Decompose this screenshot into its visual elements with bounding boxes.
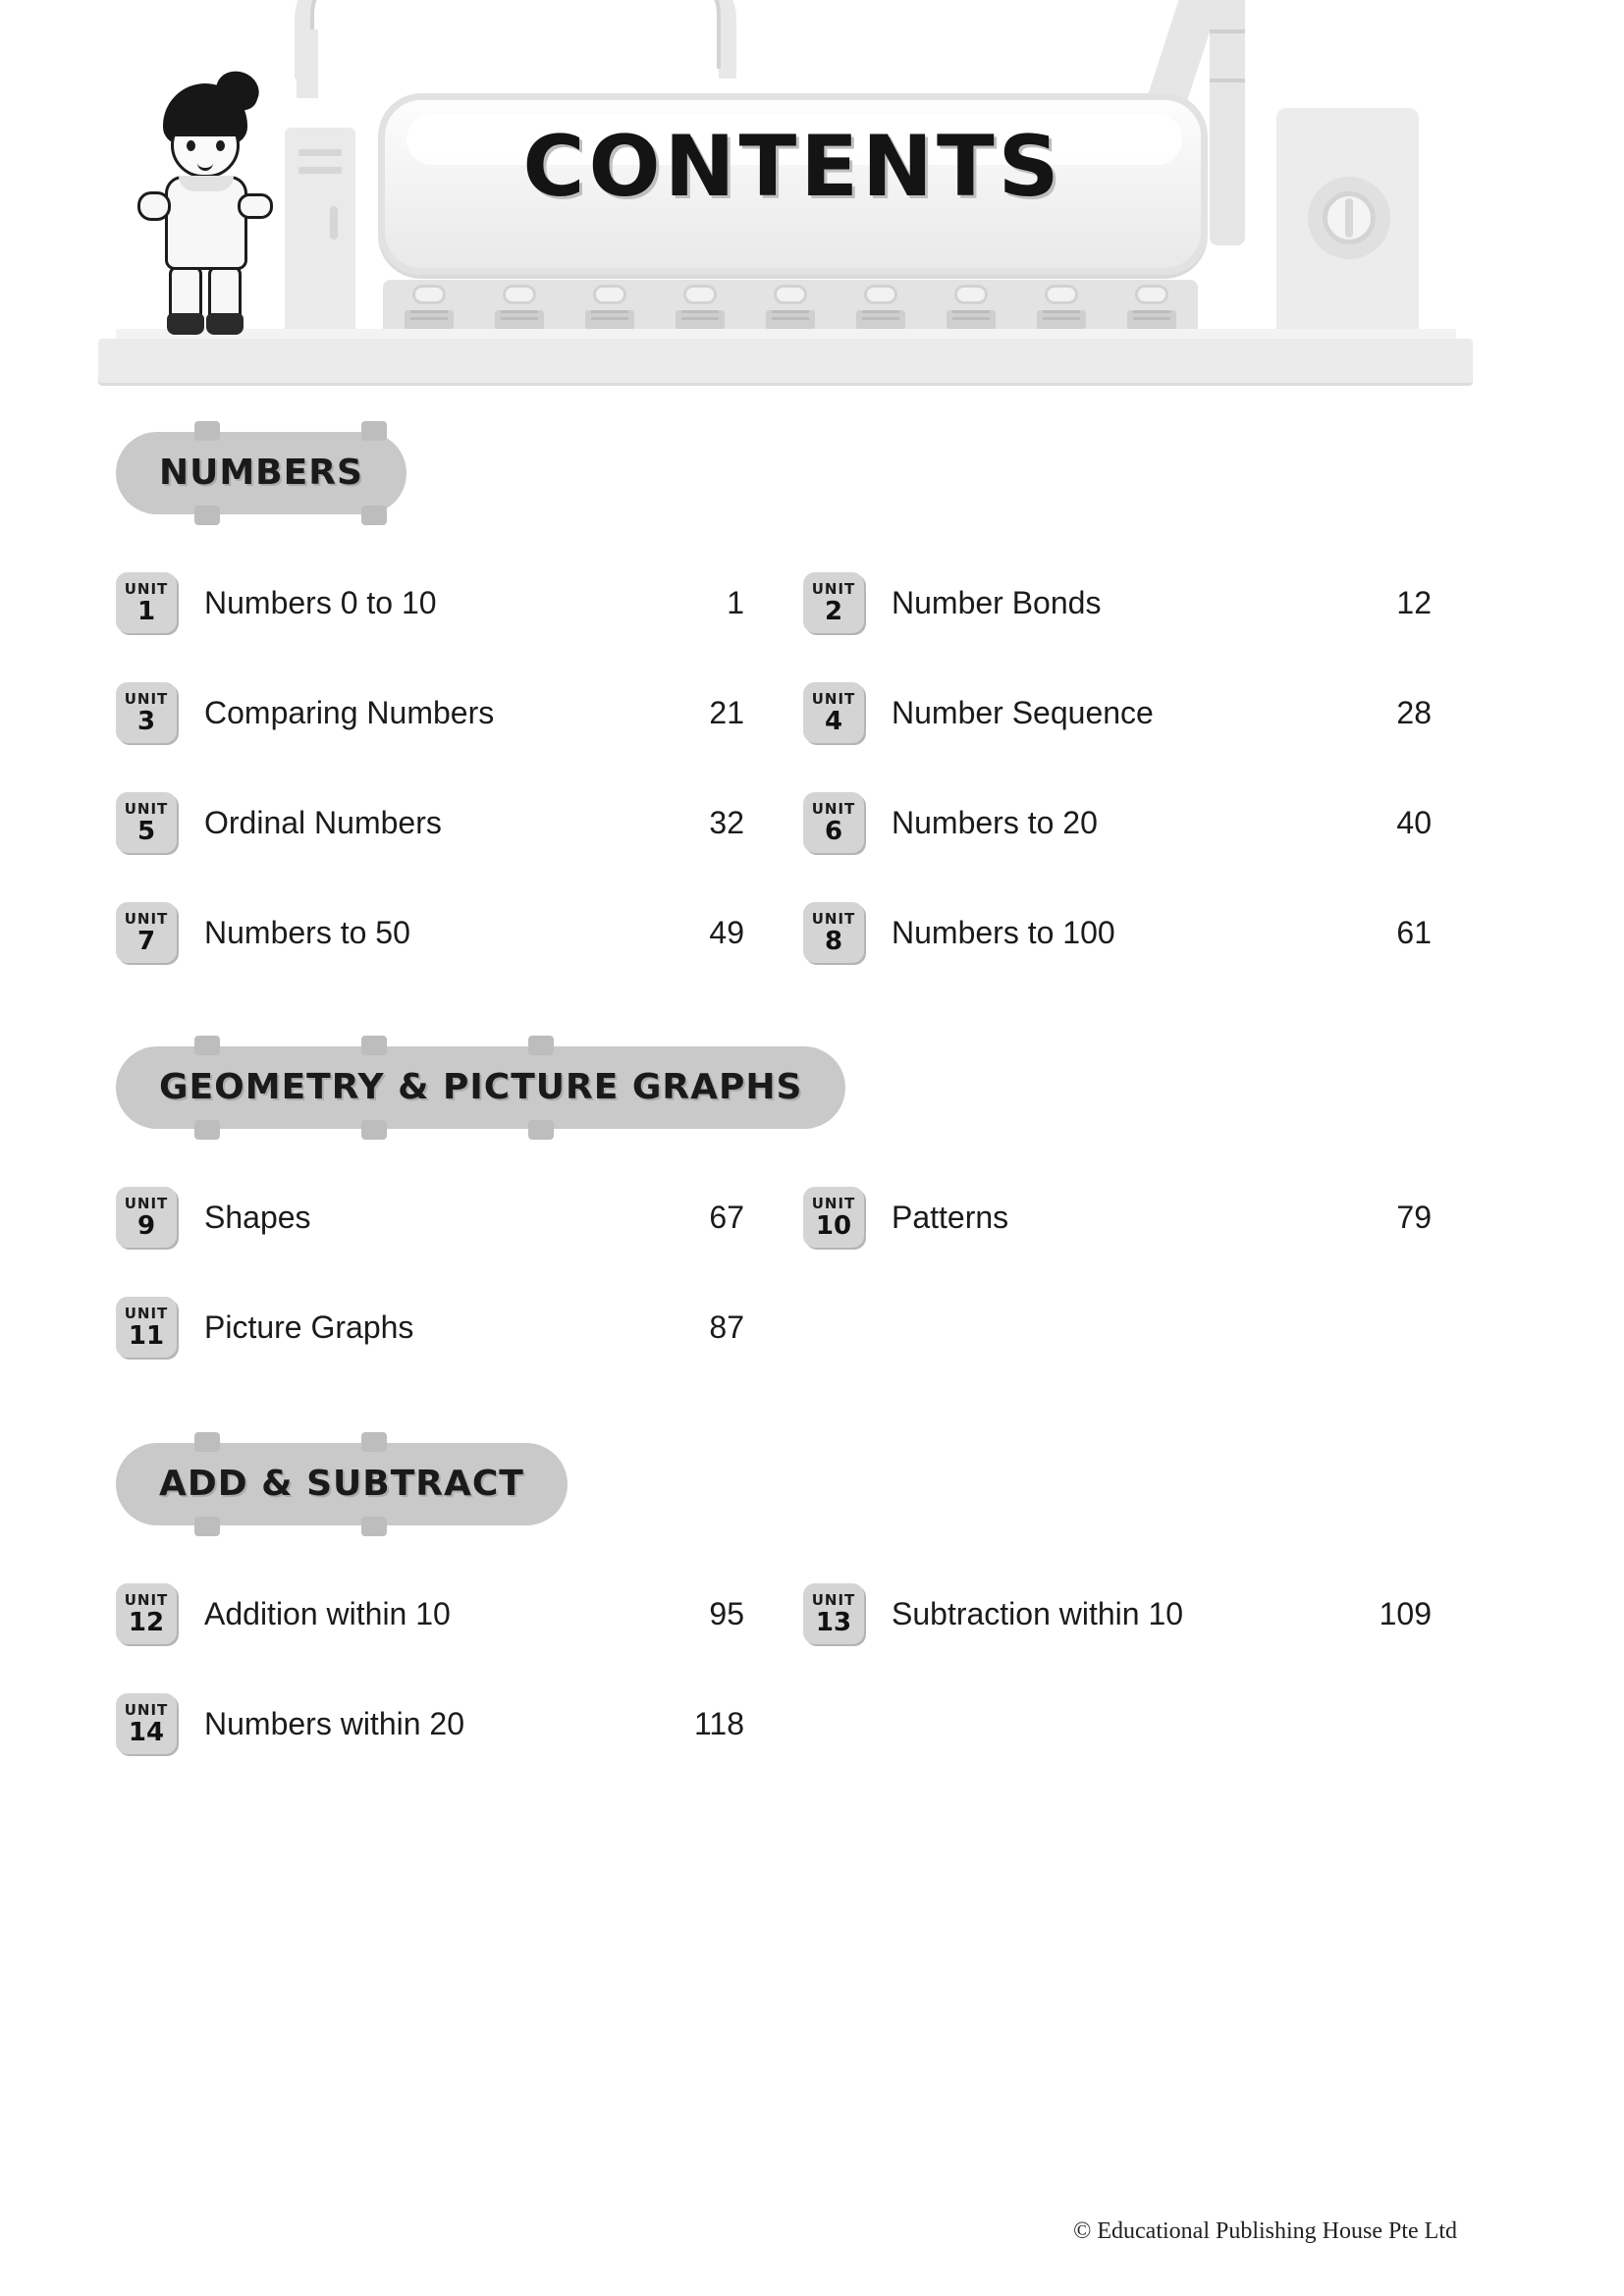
toc-entry-page: 32 [709,804,744,840]
unit-word: UNIT [811,579,856,598]
unit-word: UNIT [124,909,169,928]
list-item[interactable] [803,548,1490,658]
section-numbers-header [116,432,1624,514]
list-item[interactable] [803,1559,1490,1669]
toc-entry-page: 21 [709,694,744,730]
unit-badge [116,1187,177,1248]
toc-list-geometry [116,1162,1624,1382]
unit-number: 10 [815,1210,852,1241]
unit-badge [803,572,864,633]
unit-word: UNIT [124,1304,169,1322]
pill-tab-icon [361,1432,387,1452]
pill-tab-icon [194,1517,220,1536]
unit-word: UNIT [811,1194,856,1212]
toc-entry-page: 61 [1396,914,1432,950]
list-item[interactable] [803,1162,1490,1272]
list-item[interactable] [116,658,803,768]
unit-number: 5 [136,816,156,846]
unit-badge [116,792,177,853]
toc-entry-title: Numbers 0 to 10 [204,584,437,620]
unit-word: UNIT [811,799,856,818]
list-item-empty [803,1669,1490,1779]
console-knob-icon [941,285,1001,330]
section-title-text: NUMBERS [159,453,363,493]
contents-body [0,432,1624,1779]
toc-entry-page: 40 [1396,804,1432,840]
toc-entry-title: Shapes [204,1199,311,1235]
section-add-subtract-header [116,1443,1624,1525]
pipe-vertical-icon [1210,0,1245,245]
toc-list-numbers [116,548,1624,988]
pill-tab-icon [528,1036,554,1055]
list-item[interactable] [116,1559,803,1669]
list-item[interactable] [116,1272,803,1382]
toc-entry-title: Picture Graphs [204,1308,414,1345]
unit-number: 1 [136,596,156,626]
console-knob-icon [670,285,731,330]
pill-tab-icon [194,506,220,525]
toc-entry-page: 95 [709,1595,744,1631]
toc-entry-page: 49 [709,914,744,950]
unit-badge [116,902,177,963]
unit-number: 13 [815,1607,852,1637]
toc-entry-title: Patterns [892,1199,1009,1235]
toc-entry-title: Number Sequence [892,694,1154,730]
unit-badge [116,1693,177,1754]
toc-entry-page: 67 [709,1199,744,1235]
unit-number: 8 [824,926,843,956]
toc-entry-title: Ordinal Numbers [204,804,442,840]
toc-entry-title: Number Bonds [892,584,1102,620]
toc-entry-title: Numbers to 50 [204,914,410,950]
toc-entry-title: Numbers to 20 [892,804,1098,840]
pill-tab-icon [194,421,220,441]
contents-header-illustration [0,0,1624,412]
unit-number: 7 [136,926,156,956]
section-title-pill [116,1046,845,1129]
locker-icon [285,128,355,339]
toc-entry-title: Addition within 10 [204,1595,451,1631]
pill-tab-icon [194,1036,220,1055]
list-item[interactable] [116,1162,803,1272]
pill-tab-icon [361,1517,387,1536]
pill-tab-icon [194,1120,220,1140]
console-knob-icon [489,285,550,330]
section-title-pill [116,1443,568,1525]
pill-tab-icon [194,1432,220,1452]
unit-badge [803,792,864,853]
console-knob-icon [760,285,821,330]
section-title-pill [116,432,406,514]
unit-badge [803,902,864,963]
unit-number: 2 [824,596,843,626]
list-item-empty [803,1272,1490,1382]
pill-tab-icon [361,421,387,441]
footer-copyright: © Educational Publishing House Pte Ltd [1073,2218,1457,2244]
pipe-left-icon [297,29,318,98]
pill-tab-icon [528,1120,554,1140]
unit-number: 11 [128,1320,165,1351]
unit-badge [116,1297,177,1358]
list-item[interactable] [803,878,1490,988]
toc-entry-page: 12 [1396,584,1432,620]
console-knob-icon [850,285,911,330]
console-knob-icon [399,285,460,330]
page-title: CONTENTS [522,118,1063,216]
unit-word: UNIT [811,909,856,928]
unit-number: 12 [128,1607,165,1637]
unit-badge [803,1187,864,1248]
list-item[interactable] [803,768,1490,878]
console-knob-icon [1031,285,1092,330]
unit-number: 14 [128,1717,165,1747]
toc-entry-page: 28 [1396,694,1432,730]
unit-word: UNIT [124,1700,169,1719]
base-bar [98,339,1473,383]
toc-entry-page: 79 [1396,1199,1432,1235]
gauge-needle-icon [1323,191,1376,244]
section-title-text: ADD & SUBTRACT [159,1464,524,1504]
unit-badge [803,682,864,743]
unit-badge [803,1583,864,1644]
unit-badge [116,1583,177,1644]
list-item[interactable] [116,878,803,988]
unit-number: 9 [136,1210,156,1241]
toc-entry-page: 1 [727,584,744,620]
toc-entry-title: Numbers within 20 [204,1705,464,1741]
toc-entry-page: 87 [709,1308,744,1345]
section-geometry-header [116,1046,1624,1129]
toc-entry-page: 109 [1379,1595,1432,1631]
list-item[interactable] [116,1669,803,1779]
unit-word: UNIT [124,579,169,598]
unit-word: UNIT [811,689,856,708]
toc-entry-title: Numbers to 100 [892,914,1115,950]
unit-number: 4 [824,706,843,736]
toc-entry-title: Comparing Numbers [204,694,495,730]
toc-list-add-subtract [116,1559,1624,1779]
unit-badge [116,682,177,743]
unit-word: UNIT [124,689,169,708]
list-item[interactable] [116,548,803,658]
unit-word: UNIT [811,1590,856,1609]
pill-tab-icon [361,1036,387,1055]
list-item[interactable] [116,768,803,878]
toc-entry-page: 118 [693,1705,744,1741]
unit-word: UNIT [124,799,169,818]
section-title-text: GEOMETRY & PICTURE GRAPHS [159,1067,803,1107]
unit-word: UNIT [124,1194,169,1212]
pill-tab-icon [361,506,387,525]
unit-number: 6 [824,816,843,846]
pill-tab-icon [361,1120,387,1140]
pipe-inner-icon [310,0,721,69]
unit-word: UNIT [124,1590,169,1609]
unit-number: 3 [136,706,156,736]
unit-badge [116,572,177,633]
console-knob-icon [579,285,640,330]
mascot-icon [128,83,285,344]
console-knob-icon [1121,285,1182,330]
toc-entry-title: Subtraction within 10 [892,1595,1184,1631]
list-item[interactable] [803,658,1490,768]
